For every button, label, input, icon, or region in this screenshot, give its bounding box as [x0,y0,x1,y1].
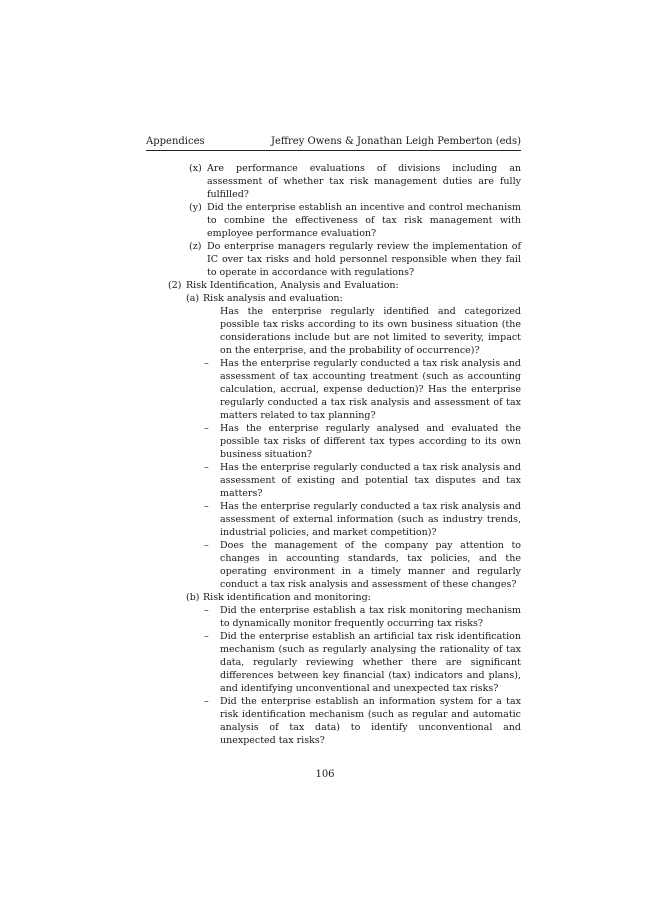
list-item [146,461,521,500]
item-text: Did the enterprise establish an artificial tax risk identification mechanism (such as regularly analysing the rationality of tax data, regularly reviewing whether there are significant differences between key financial (tax) indicators and plans), and identifying unconventional and unexpected tax risks? [220,631,521,694]
page-body [146,162,521,747]
bullet-dash: – [204,696,209,707]
item-label: (x) [189,163,202,174]
item-text: Do enterprise managers regularly review the implementation of IC over tax risks and hold personnel responsible when they fail to operate in accordance with regulations? [207,241,521,278]
bullet-dash: – [204,501,209,512]
list-item [146,604,521,630]
subsection-label: (a) [186,293,200,304]
item-label: (y) [189,202,202,213]
section-title: Risk Identification, Analysis and Evaluation: [186,280,399,291]
bullet-dash: – [204,631,209,642]
list-item [146,357,521,422]
item-text: Does the management of the company pay attention to changes in accounting standards, tax policies, and the operating environment in a timely manner and regularly conduct a tax risk analysis and assessment of these changes? [220,540,521,590]
section-heading [146,279,521,292]
bullet-dash: – [204,540,209,551]
list-item [146,500,521,539]
bullet-dash: – [204,358,209,369]
subsection-heading-a [146,292,521,305]
list-item [146,422,521,461]
item-text: Are performance evaluations of divisions including an assessment of whether tax risk management duties are fully fulfilled? [207,163,521,200]
item-text: Has the enterprise regularly conducted a tax risk analysis and assessment of external information (such as industry trends, industrial policies, and market competition)? [220,501,521,538]
item-label: (z) [189,241,202,252]
bullet-dash: – [204,605,209,616]
list-item [146,539,521,591]
item-text: Has the enterprise regularly identified and categorized possible tax risks according to its own business situation (the considerations include but are not limited to severity, impact on the enterprise, and the probability of occurrence)? [220,306,521,356]
item-text: Did the enterprise establish a tax risk monitoring mechanism to dynamically monitor frequently occurring tax risks? [220,605,521,629]
header-authors: Jeffrey Owens & Jonathan Leigh Pemberton (eds) [270,136,521,147]
list-item [146,695,521,747]
list-item-z [146,240,521,279]
bullet-dash: – [204,423,209,434]
subsection-title: Risk identification and monitoring: [203,592,371,603]
item-text: Has the enterprise regularly analysed and evaluated the possible tax risks of different tax types according to its own business situation? [220,423,521,460]
list-item-y [146,201,521,240]
running-header [146,136,521,151]
subsection-title: Risk analysis and evaluation: [203,293,343,304]
item-text: Has the enterprise regularly conducted a tax risk analysis and assessment of existing and potential tax disputes and tax matters? [220,462,521,499]
subsection-label: (b) [186,592,200,603]
header-section: Appendices [146,136,205,147]
page-number: 106 [315,769,335,780]
item-text: Has the enterprise regularly conducted a tax risk analysis and assessment of tax accounting treatment (such as accounting calculation, accrual, expense deduction)? Has the enterprise regularly conducted a tax risk analysis and assessment of tax matters related to tax planning? [220,358,521,421]
list-item-x [146,162,521,201]
subsection-heading-b [146,591,521,604]
item-text: Did the enterprise establish an incentive and control mechanism to combine the effectiveness of tax risk management with employee performance evaluation? [207,202,521,239]
section-label: (2) [168,280,182,291]
list-item [146,630,521,695]
list-item [146,305,521,357]
item-text: Did the enterprise establish an information system for a tax risk identification mechanism (such as regular and automatic analysis of tax data) to identify unconventional and unexpected tax risks? [220,696,521,746]
bullet-dash: – [204,462,209,473]
